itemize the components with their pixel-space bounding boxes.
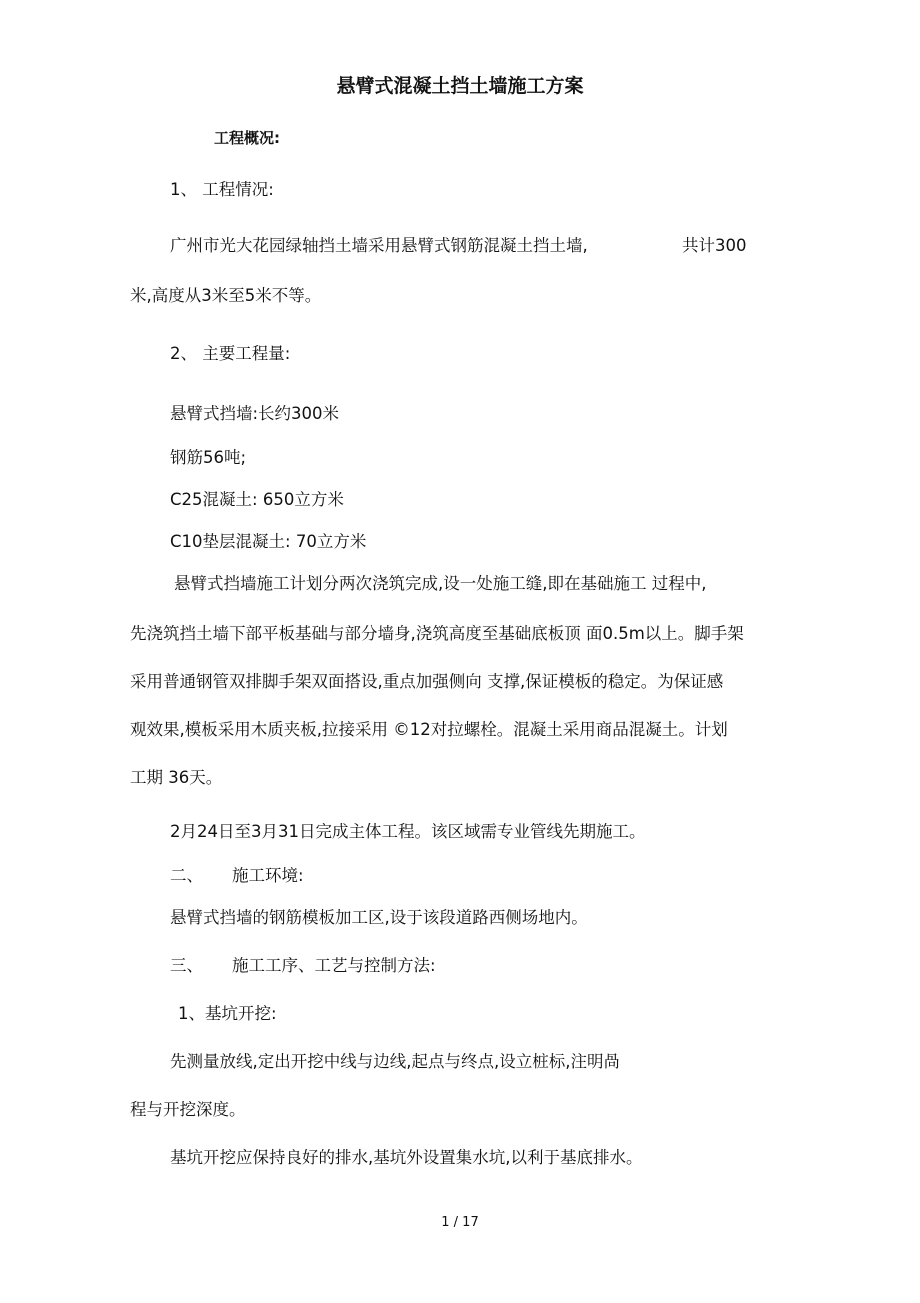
section-1-paragraph-line-1: 广州市光大花园绿轴挡土墙采用悬臂式钢筋混凝土挡土墙,: [170, 236, 588, 255]
schedule-paragraph: 2月24日至3月31日完成主体工程。该区域需专业管线先期施工。: [170, 822, 646, 841]
excavation-paragraph-line: 基坑开挖应保持良好的排水,基坑外设置集水坑,以利于基底排水。: [170, 1148, 643, 1167]
subsection-excavation-heading: 1、基坑开挖:: [178, 1004, 277, 1023]
quantity-item: 悬臂式挡墙:长约300米: [170, 404, 340, 423]
page-title: 悬臂式混凝土挡土墙施工方案: [336, 75, 584, 97]
quantity-item: C25混凝土: 650立方米: [170, 490, 344, 509]
plan-paragraph-line: 悬臂式挡墙施工计划分两次浇筑完成,设一处施工缝,即在基础施工 过程中,: [174, 574, 707, 593]
plan-paragraph-line: 采用普通钢管双排脚手架双面搭设,重点加强侧向 支撑,保证模板的稳定。为保证感: [130, 672, 724, 691]
section-1-paragraph-line-2: 米,高度从3米至5米不等。: [130, 286, 322, 305]
plan-paragraph-line: 先浇筑挡土墙下部平板基础与部分墙身,浇筑高度至基础底板顶 面0.5m以上。脚手架: [130, 624, 744, 643]
section-1-heading: 1、 工程情况:: [170, 180, 274, 199]
section-process-heading: 施工工序、工艺与控制方法:: [232, 956, 436, 975]
plan-paragraph-line: 观效果,模板采用木质夹板,拉接采用 ©12对拉螺栓。混凝土采用商品混凝土。计划: [130, 720, 728, 739]
section-2-heading: 2、 主要工程量:: [170, 344, 291, 363]
quantity-item: 钢筋56吨;: [170, 448, 247, 467]
environment-paragraph: 悬臂式挡墙的钢筋模板加工区,设于该段道路西侧场地内。: [170, 908, 588, 927]
plan-paragraph-line: 工期 36天。: [130, 768, 223, 787]
quantity-item: C10垫层混凝土: 70立方米: [170, 532, 367, 551]
excavation-paragraph-line: 程与开挖深度。: [130, 1100, 246, 1119]
section-env-number: 二、: [170, 866, 203, 885]
section-process-number: 三、: [170, 956, 203, 975]
excavation-paragraph-line: 先测量放线,定出开挖中线与边线,起点与终点,设立桩标,注明咼: [170, 1052, 620, 1071]
section-1-paragraph-total: 共计300: [682, 236, 747, 255]
section-env-heading: 施工环境:: [232, 866, 304, 885]
page-number: 1 / 17: [441, 1215, 479, 1230]
overview-heading: 工程概况:: [214, 129, 280, 147]
